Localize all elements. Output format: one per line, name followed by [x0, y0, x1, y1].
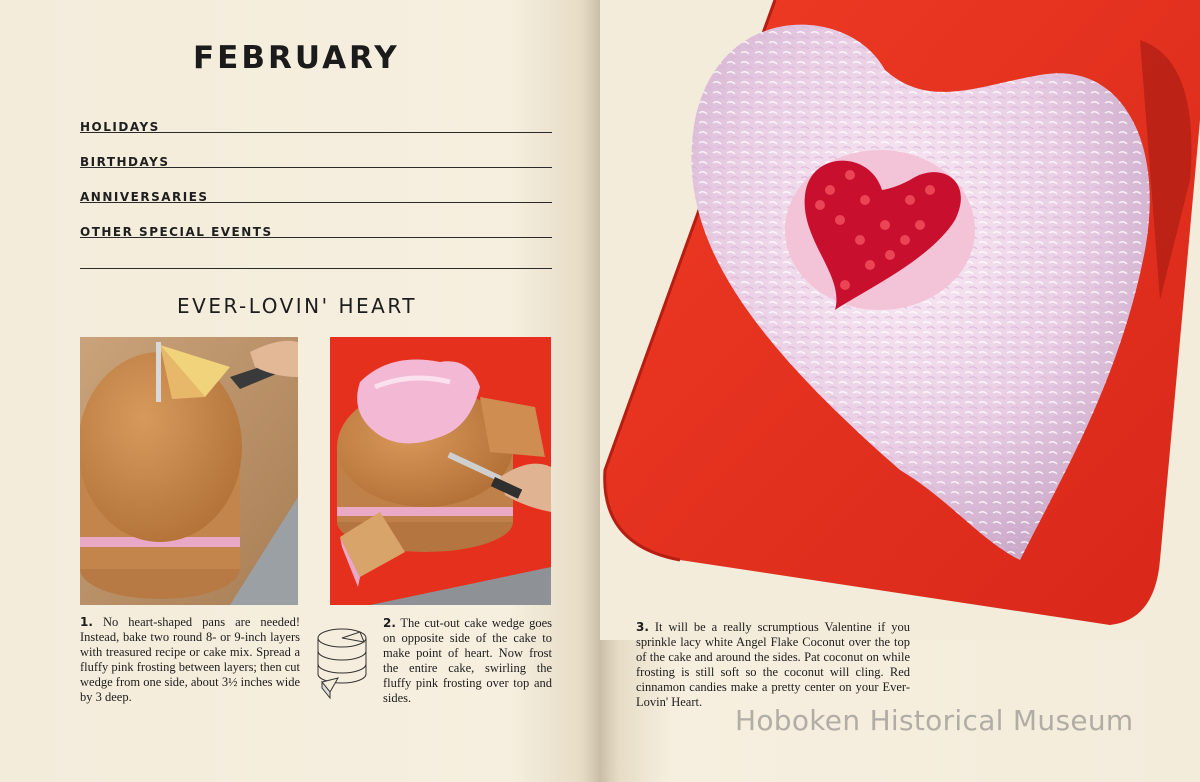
- step2-text: [383, 616, 552, 706]
- right-page: [600, 0, 1200, 782]
- other-events-label: OTHER SPECIAL EVENTS: [80, 225, 273, 239]
- watermark: Hoboken Historical Museum: [735, 704, 1134, 737]
- step2-photo: [330, 337, 551, 605]
- birthdays-label: BIRTHDAYS: [80, 155, 170, 169]
- recipe-title: EVER-LOVIN' HEART: [177, 294, 417, 318]
- cake-cutting-image: [80, 337, 298, 605]
- step3-number: 3.: [636, 620, 649, 634]
- holidays-field: [80, 114, 552, 134]
- cake-wedge-diagram-icon: [316, 624, 374, 702]
- birthdays-field: [80, 149, 552, 169]
- step2-number: 2.: [383, 616, 396, 630]
- step1-text: [80, 615, 300, 705]
- extra-blank-line: [80, 268, 552, 269]
- heart-cake-photo: [600, 0, 1200, 640]
- step3-body: It will be a really scrumptious Valentine if you sprinkle lacy white Angel Flake Coconut over the top of the cake and around the sides. Pat coconut on while frosting is still soft so the coconut will cling. Red cinnamon candies make a pretty center on your Ever-Lovin' Heart.: [636, 620, 910, 709]
- step1-photo: [80, 337, 298, 605]
- month-title: FEBRUARY: [193, 40, 400, 76]
- anniversaries-label: ANNIVERSARIES: [80, 190, 209, 204]
- anniversaries-field: [80, 184, 552, 204]
- cake-frosting-image: [330, 337, 551, 605]
- step3-text: [636, 620, 910, 710]
- step1-body: No heart-shaped pans are needed! Instead, bake two round 8- or 9-inch layers with treasured recipe or cake mix. Spread a fluffy pink frosting between layers; then cut wedge from one side, about 3½ inches wide by 3 deep.: [80, 615, 300, 704]
- step2-body: The cut-out cake wedge goes on opposite side of the cake to make point of heart. Now frost the entire cake, swirling the fluffy pink frosting over top and sides.: [383, 616, 552, 705]
- holidays-label: HOLIDAYS: [80, 120, 160, 134]
- step1-number: 1.: [80, 615, 93, 629]
- other-events-field: [80, 219, 552, 239]
